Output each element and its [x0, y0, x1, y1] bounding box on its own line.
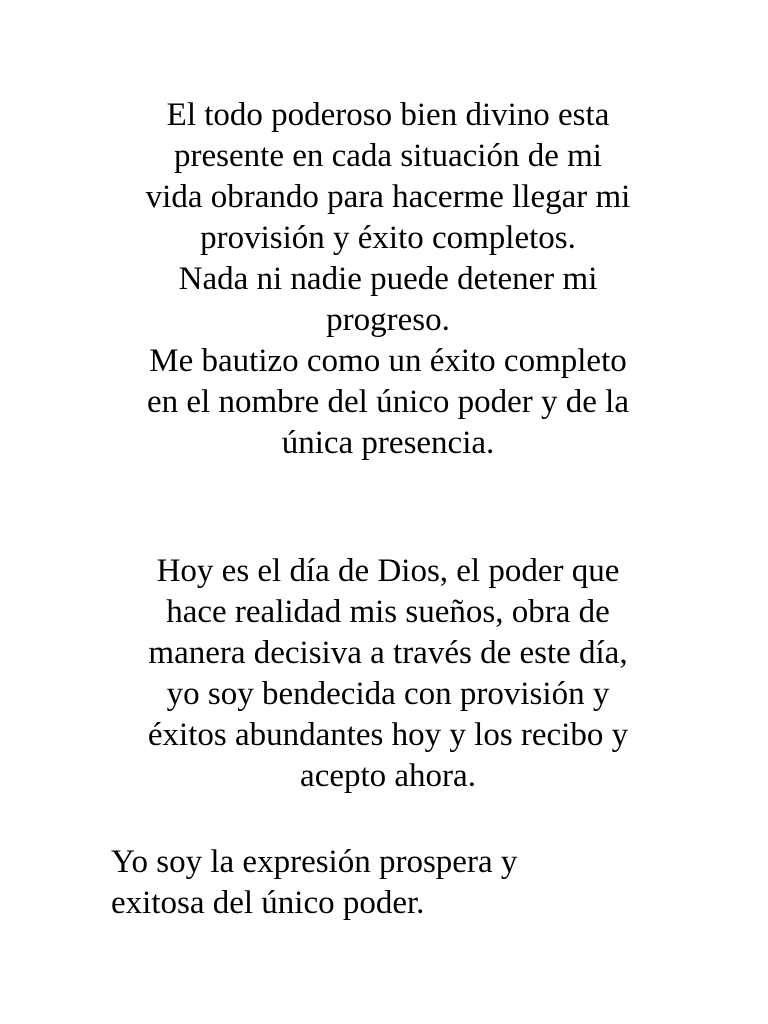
text-line: provisión y éxito completos.: [200, 220, 576, 256]
text-line: progreso.: [326, 302, 450, 338]
text-line: exitosa del único poder.: [111, 885, 425, 921]
text-line: manera decisiva a través de este día,: [148, 635, 628, 671]
text-line: vida obrando para hacerme llegar mi: [145, 179, 631, 215]
text-line: en el nombre del único poder y de la: [147, 384, 629, 420]
text-line: Me bautizo como un éxito completo: [149, 343, 627, 379]
text-line: Nada ni nadie puede detener mi: [178, 261, 598, 297]
text-line: única presencia.: [281, 425, 495, 461]
text-line: El todo poderoso bien divino esta: [166, 97, 610, 133]
text-line: hace realidad mis sueños, obra de: [166, 594, 610, 630]
text-line: yo soy bendecida con provisión y: [166, 676, 610, 712]
text-line: presente en cada situación de mi: [174, 138, 602, 174]
text-line: éxitos abundantes hoy y los recibo y: [147, 717, 629, 753]
text-line: acepto ahora.: [300, 758, 476, 794]
text-line: Yo soy la expresión prospera y: [111, 844, 518, 880]
text-line: Hoy es el día de Dios, el poder que: [156, 553, 620, 589]
